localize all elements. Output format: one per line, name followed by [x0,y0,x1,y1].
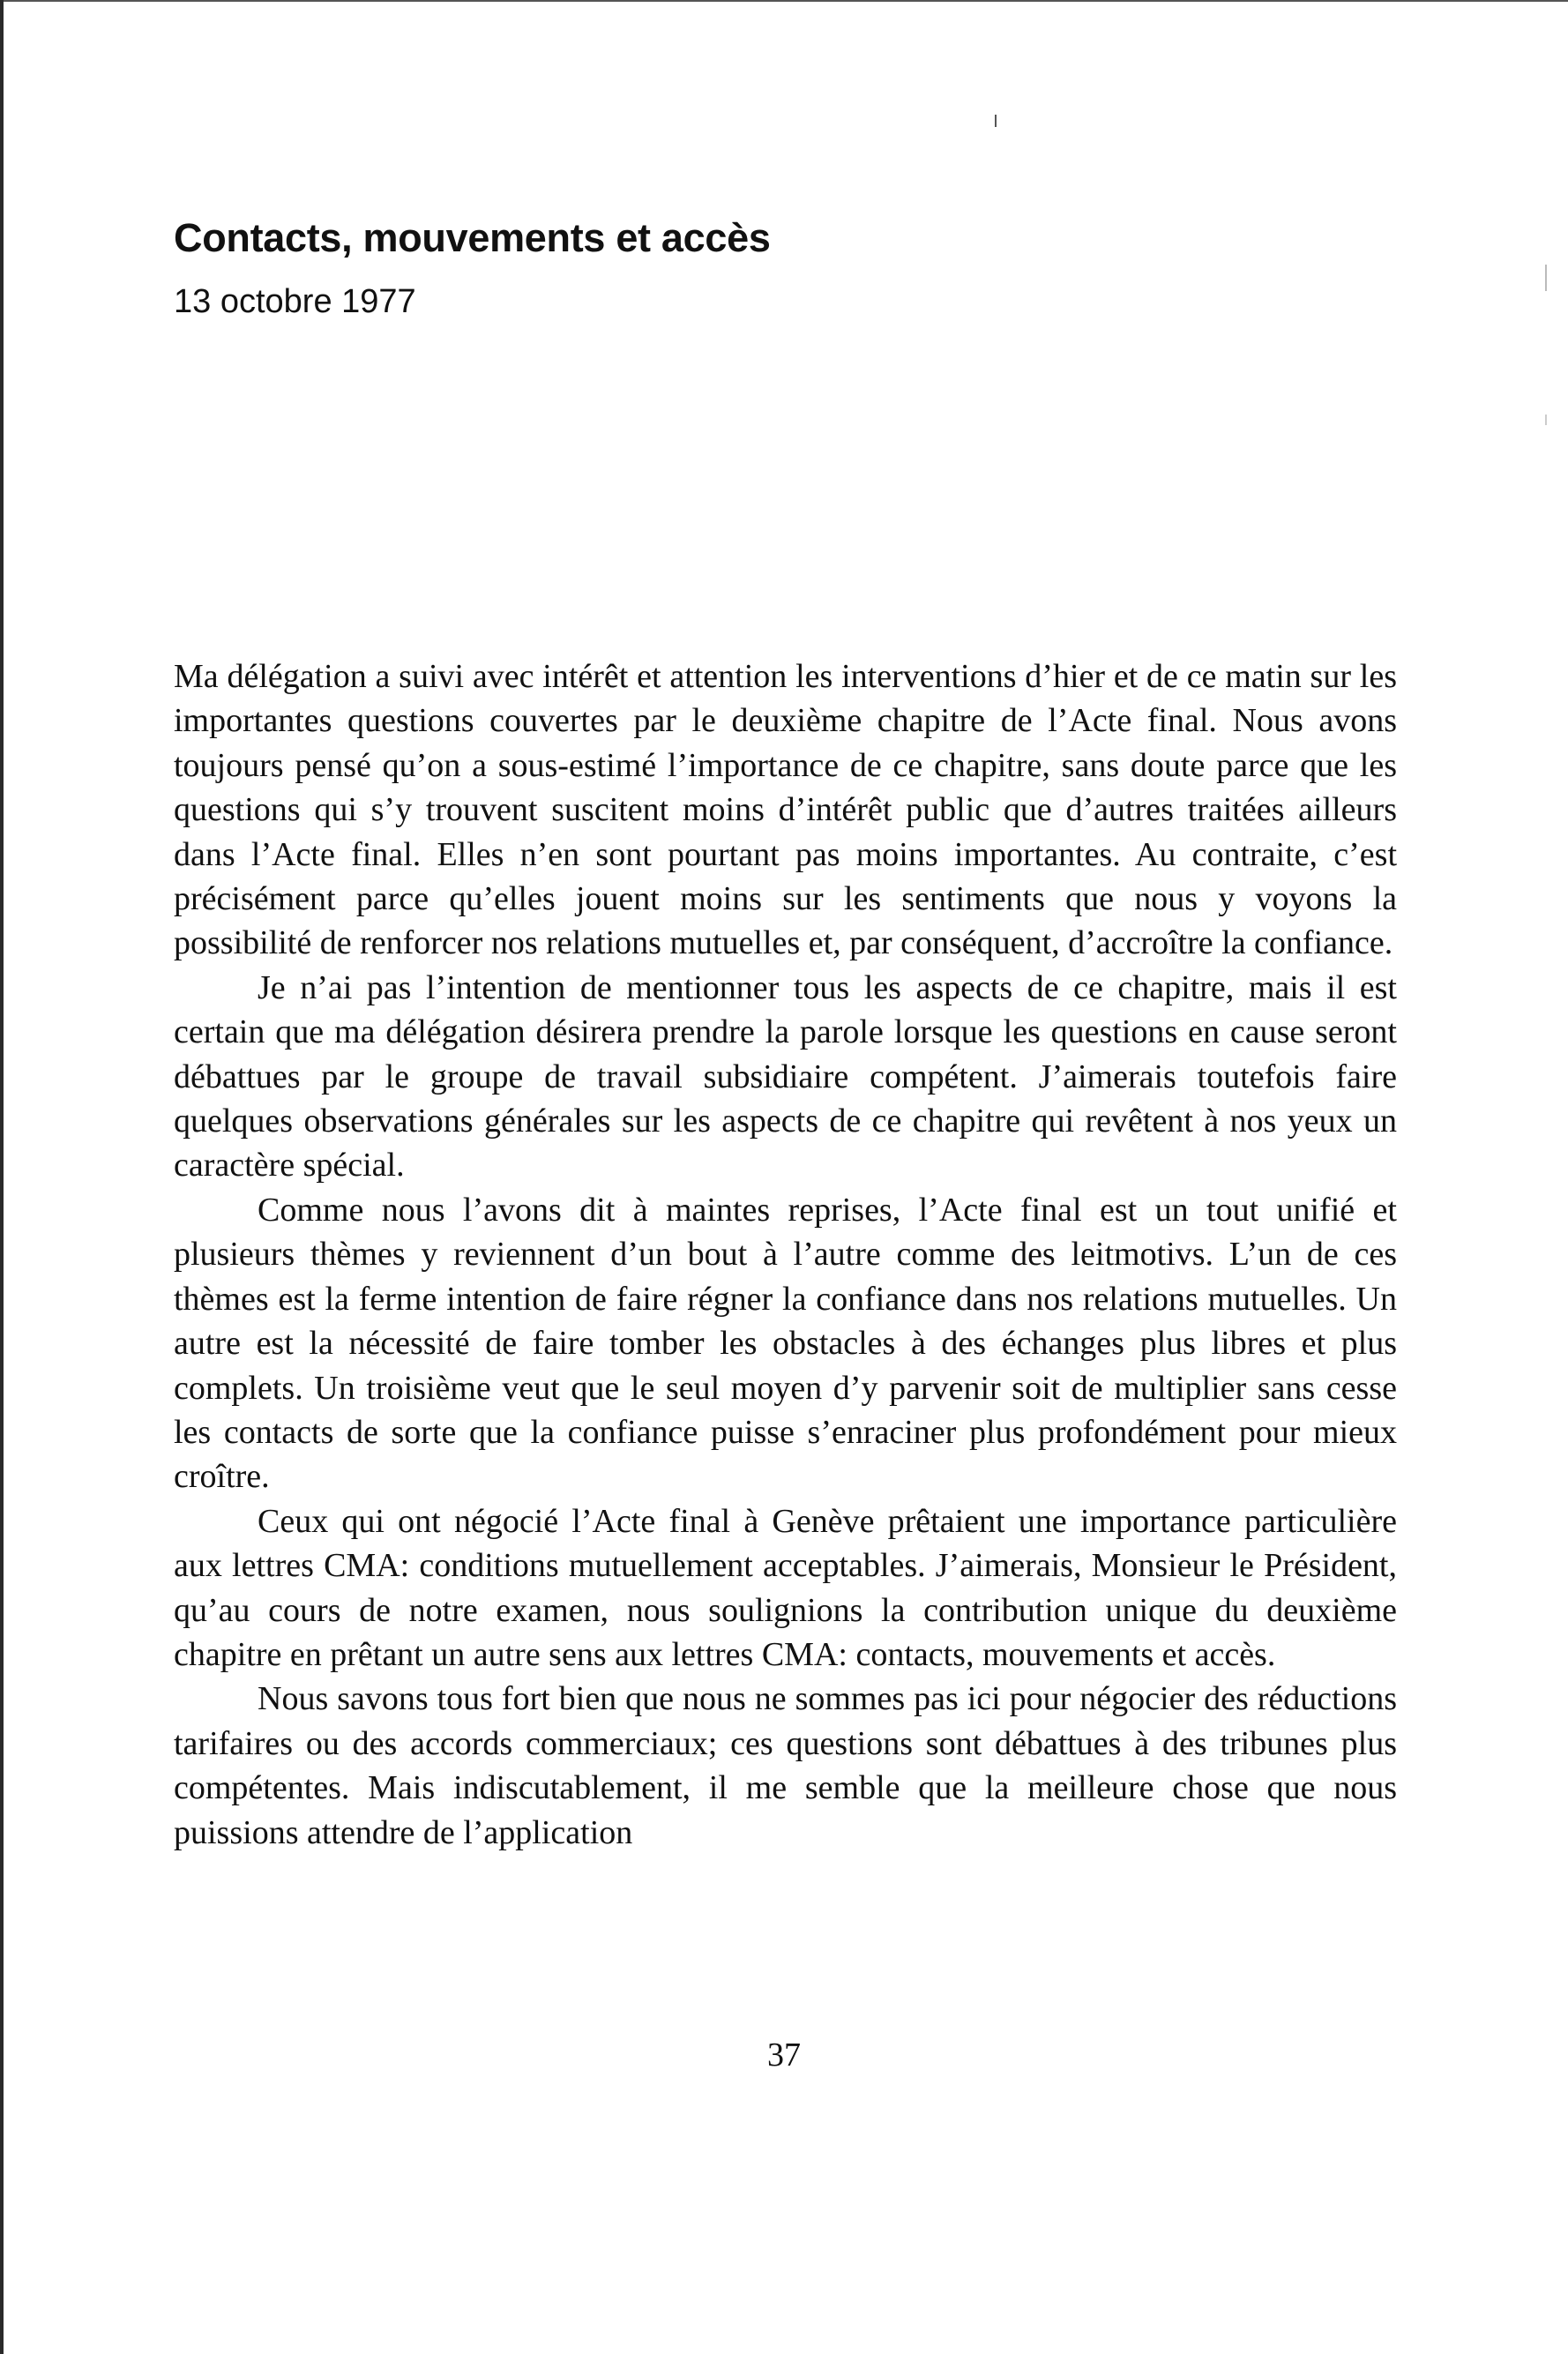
scan-top-edge [0,0,1568,2]
scan-left-edge [0,0,4,2354]
scan-speck [995,115,997,127]
paragraph: Ceux qui ont négocié l’Acte final à Genève prêtaient une importance particulière aux lettres CMA: conditions mutuellement acceptables. J’aimerais, Monsieur le Président, qu’au cours de notre examen, nous soulignions la contribution unique du deuxième chapitre en prêtant un autre sens aux lettres CMA: contacts, mouvements et accès. [174,1502,1397,1673]
paragraph: Ma délégation a suivi avec intérêt et attention les interventions d’hier et de ce matin sur les importantes questions couvertes par le deuxième chapitre de l’Acte final. Nous avons toujours pensé qu’on a sous-estimé l’importance de ce chapitre, sans doute parce que les questions qui s’y trouvent suscitent moins d’intérêt public que d’autres traitées ailleurs dans l’Acte final. Elles n’en sont pourtant pas moins importantes. Au contraite, c’est précisément parce qu’elles jouent moins sur les sentiments que nous y voyons la possibilité de renforcer nos relations mutuelles et, par conséquent, d’accroître la confiance. [174,658,1397,962]
scan-speck [1545,415,1547,425]
document-date: 13 octobre 1977 [174,283,416,320]
scan-speck [1545,265,1547,291]
paragraph: Nous savons tous fort bien que nous ne sommes pas ici pour négocier des réductions tarifaires ou des accords commerciaux; ces questions sont débattues à des tribunes plus compétentes. Mais indiscutablement, il me semble que la meilleure chose que nous puissions attendre de l’application [174,1680,1397,1851]
document-body [174,654,1397,1855]
page-title: Contacts, mouvements et accès [174,215,771,260]
page-number: 37 [767,2036,801,2074]
paragraph: Comme nous l’avons dit à maintes reprises, l’Acte final est un tout unifié et plusieurs thèmes y reviennent d’un bout à l’autre comme des leitmotivs. L’un de ces thèmes est la ferme intention de faire régner la confiance dans nos relations mutuelles. Un autre est la nécessité de faire tomber les obstacles à des échanges plus libres et plus complets. Un troisième veut que le seul moyen d’y parvenir soit de multiplier sans cesse les contacts de sorte que la confiance puisse s’enraciner plus profondément pour mieux croître. [174,1191,1397,1496]
paragraph: Je n’ai pas l’intention de mentionner tous les aspects de ce chapitre, mais il est certain que ma délégation désirera prendre la parole lorsque les questions en cause seront débattues par le groupe de travail subsidiaire compétent. J’aimerais toutefois faire quelques observations générales sur les aspects de ce chapitre qui revêtent à nos yeux un caractère spécial. [174,968,1397,1184]
